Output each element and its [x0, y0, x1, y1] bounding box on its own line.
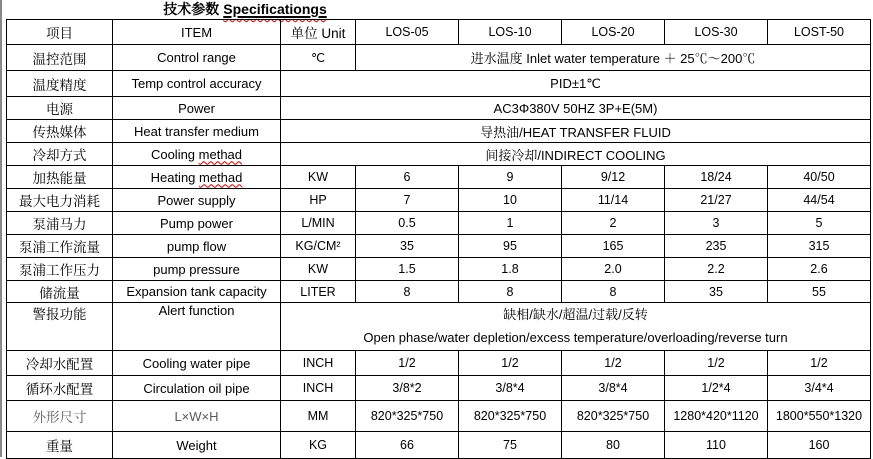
row-value-2: 80 — [562, 432, 665, 459]
row-value-1: 820*325*750 — [459, 401, 562, 432]
row-value-2: 9/12 — [562, 166, 665, 189]
row-value-1: 3/8*4 — [459, 376, 562, 401]
row-label-en: Power — [113, 97, 281, 120]
table-row — [7, 212, 871, 235]
row-value-2: 2.0 — [562, 258, 665, 281]
header-model-4: LOST-50 — [768, 20, 871, 45]
row-value-3: 18/24 — [665, 166, 768, 189]
row-value-2: 820*325*750 — [562, 401, 665, 432]
row-label-cn: 泵浦工作流量 — [7, 235, 113, 258]
row-label-en: Pump power — [113, 212, 281, 235]
row-label-cn: 冷却方式 — [7, 143, 113, 166]
row-value-3: 235 — [665, 235, 768, 258]
row-label-en: Cooling water pipe — [113, 351, 281, 376]
page-title — [0, 0, 490, 19]
table-row — [7, 189, 871, 212]
row-unit: ℃ — [281, 45, 356, 71]
table-row — [7, 143, 871, 166]
row-label-en: Control range — [113, 45, 281, 71]
row-label-en: Expansion tank capacity — [113, 281, 281, 303]
specifications-table — [6, 19, 871, 459]
row-unit: INCH — [281, 351, 356, 376]
row-value-3: 35 — [665, 281, 768, 303]
row-value-1: 9 — [459, 166, 562, 189]
row-unit: KW — [281, 258, 356, 281]
row-label-cn: 泵浦工作压力 — [7, 258, 113, 281]
row-label-cn: 重量 — [7, 432, 113, 459]
row-value-3: 3 — [665, 212, 768, 235]
table-row — [7, 432, 871, 459]
row-value-0: 6 — [356, 166, 459, 189]
row-label-cn: 传热媒体 — [7, 120, 113, 143]
row-label-cn: 温度精度 — [7, 71, 113, 97]
row-label-en: pump flow — [113, 235, 281, 258]
row-unit: LITER — [281, 281, 356, 303]
header-unit: 单位 Unit — [281, 20, 356, 45]
merged-value-line-1: Open phase/water depletion/excess temperature/overloading/reverse turn — [363, 330, 788, 345]
header-model-3: LOS-30 — [665, 20, 768, 45]
row-label-en: pump pressure — [113, 258, 281, 281]
row-value-4: 5 — [768, 212, 871, 235]
row-unit: HP — [281, 189, 356, 212]
row-label-cn: 冷却水配置 — [7, 351, 113, 376]
page-title-cn: 技术参数 — [163, 1, 220, 17]
row-value-0: 820*325*750 — [356, 401, 459, 432]
row-value-1: 95 — [459, 235, 562, 258]
row-value-4: 1/2 — [768, 351, 871, 376]
table-row — [7, 97, 871, 120]
row-unit: KW — [281, 166, 356, 189]
row-value-3: 1/2 — [665, 351, 768, 376]
row-unit: KG — [281, 432, 356, 459]
row-label-en: Power supply — [113, 189, 281, 212]
row-value-4: 3/4*4 — [768, 376, 871, 401]
table-row — [7, 376, 871, 401]
header-model-0: LOS-05 — [356, 20, 459, 45]
row-label-cn: 警报功能 — [7, 303, 113, 351]
row-label-cn: 电源 — [7, 97, 113, 120]
row-value-4: 44/54 — [768, 189, 871, 212]
row-label-en: L×W×H — [113, 401, 281, 432]
window-left-edge — [0, 0, 2, 457]
row-label-en: Weight — [113, 432, 281, 459]
row-value-4: 160 — [768, 432, 871, 459]
header-model-1: LOS-10 — [459, 20, 562, 45]
merged-value-line-0: 缺相/缺水/超温/过载/反转 — [503, 307, 648, 322]
header-item-cn: 项目 — [7, 20, 113, 45]
row-unit: INCH — [281, 376, 356, 401]
row-merged-value: AC3Φ380V 50HZ 3P+E(5M) — [281, 97, 871, 120]
row-label-en: Alert function — [113, 303, 281, 351]
row-value-4: 1800*550*1320 — [768, 401, 871, 432]
row-label-cn: 加热能量 — [7, 166, 113, 189]
specifications-table-body — [7, 20, 871, 459]
row-merged-value: PID±1℃ — [281, 71, 871, 97]
row-value-2: 1/2 — [562, 351, 665, 376]
row-label-cn: 温控范围 — [7, 45, 113, 71]
row-value-2: 3/8*4 — [562, 376, 665, 401]
row-value-4: 315 — [768, 235, 871, 258]
row-unit: KG/CM² — [281, 235, 356, 258]
row-value-0: 1/2 — [356, 351, 459, 376]
table-row — [7, 401, 871, 432]
row-value-0: 7 — [356, 189, 459, 212]
row-value-1: 1/2 — [459, 351, 562, 376]
row-value-4: 2.6 — [768, 258, 871, 281]
row-value-3: 21/27 — [665, 189, 768, 212]
table-row — [7, 45, 871, 71]
row-label-cn: 外形尺寸 — [7, 401, 113, 432]
row-value-3: 110 — [665, 432, 768, 459]
row-value-2: 8 — [562, 281, 665, 303]
row-label-en: Cooling methad — [113, 143, 281, 166]
row-value-3: 2.2 — [665, 258, 768, 281]
row-value-2: 2 — [562, 212, 665, 235]
table-row — [7, 235, 871, 258]
table-row — [7, 258, 871, 281]
row-label-cn: 泵浦马力 — [7, 212, 113, 235]
row-merged-value: 导热油/HEAT TRANSFER FLUID — [281, 120, 871, 143]
table-row — [7, 71, 871, 97]
misspelled-word: methad — [198, 146, 243, 162]
row-merged-value: 间接冷却/INDIRECT COOLING — [281, 143, 871, 166]
table-row — [7, 303, 871, 351]
row-label-cn: 最大电力消耗 — [7, 189, 113, 212]
row-value-3: 1280*420*1120 — [665, 401, 768, 432]
row-unit: MM — [281, 401, 356, 432]
table-row — [7, 120, 871, 143]
row-value-1: 75 — [459, 432, 562, 459]
row-value-1: 8 — [459, 281, 562, 303]
row-value-0: 0.5 — [356, 212, 459, 235]
row-value-0: 35 — [356, 235, 459, 258]
row-label-cn: 循环水配置 — [7, 376, 113, 401]
row-value-0: 3/8*2 — [356, 376, 459, 401]
row-value-1: 10 — [459, 189, 562, 212]
row-unit: L/MIN — [281, 212, 356, 235]
row-value-2: 11/14 — [562, 189, 665, 212]
row-value-0: 66 — [356, 432, 459, 459]
row-value-1: 1 — [459, 212, 562, 235]
header-model-2: LOS-20 — [562, 20, 665, 45]
header-row — [7, 20, 871, 45]
row-label-en: Heating methad — [113, 166, 281, 189]
row-value-3: 1/2*4 — [665, 376, 768, 401]
table-row — [7, 351, 871, 376]
row-label-en: Heat transfer medium — [113, 120, 281, 143]
table-row — [7, 166, 871, 189]
misspelled-word: methad — [199, 169, 243, 185]
row-label-en: Circulation oil pipe — [113, 376, 281, 401]
row-value-0: 8 — [356, 281, 459, 303]
table-row — [7, 281, 871, 303]
header-item-en: ITEM — [113, 20, 281, 45]
row-label-en: Temp control accuracy — [113, 71, 281, 97]
row-merged-value — [281, 303, 871, 351]
row-value-4: 55 — [768, 281, 871, 303]
row-value-4: 40/50 — [768, 166, 871, 189]
row-value-0: 1.5 — [356, 258, 459, 281]
row-value-1: 1.8 — [459, 258, 562, 281]
row-value-2: 165 — [562, 235, 665, 258]
row-label-cn: 储流量 — [7, 281, 113, 303]
page-title-en: Specificationgs — [223, 1, 327, 17]
row-merged-value: 进水温度 Inlet water temperature ＋ 25℃～200℃ — [356, 45, 871, 71]
